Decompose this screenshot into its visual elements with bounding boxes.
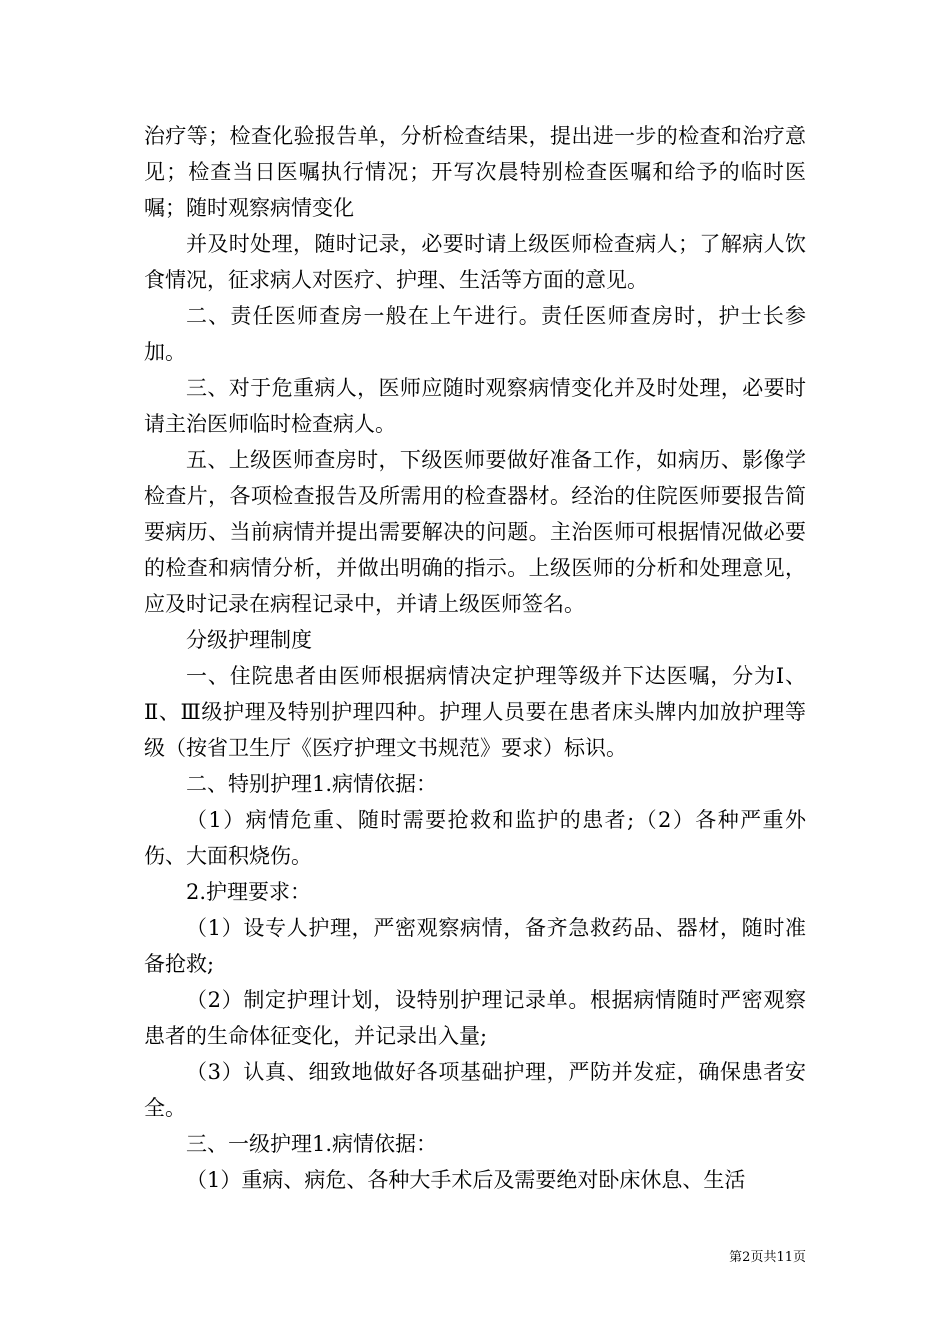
paragraph: 并及时处理，随时记录，必要时请上级医师检查病人；了解病人饮食情况，征求病人对医疗、护理、生活等方面的意见。 — [144, 232, 806, 292]
paragraph: （3）认真、细致地做好各项基础护理，严防并发症，确保患者安全。 — [144, 1060, 806, 1120]
paragraph: （1）重病、病危、各种大手术后及需要绝对卧床休息、生活 — [186, 1168, 746, 1192]
paragraph: 二、特别护理1.病情依据： — [186, 772, 438, 796]
paragraph: 一、住院患者由医师根据病情决定护理等级并下达医嘱，分为Ⅰ、Ⅱ、Ⅲ级护理及特别护理四种。护理人员要在患者床头牌内加放护理等级（按省卫生厅《医疗护理文书规范》要求）标识。 — [144, 664, 806, 760]
paragraph: 五、上级医师查房时，下级医师要做好准备工作，如病历、影像学检查片，各项检查报告及所需用的检查器材。经治的住院医师要报告简要病历、当前病情并提出需要解决的问题。主治医师可根据情况做必要的检查和病情分析，并做出明确的指示。上级医师的分析和处理意见，应及时记录在病程记录中，并请上级医师签名。 — [144, 448, 806, 616]
paragraph: （1）病情危重、随时需要抢救和监护的患者;（2）各种严重外伤、大面积烧伤。 — [144, 808, 806, 868]
document-body — [144, 118, 806, 1198]
page-number: 第2页共11页 — [729, 1250, 806, 1265]
paragraph: 2.护理要求： — [186, 880, 312, 904]
paragraph: 二、责任医师查房一般在上午进行。责任医师查房时，护士长参加。 — [144, 304, 806, 364]
paragraph: （2）制定护理计划，设特别护理记录单。根据病情随时严密观察患者的生命体征变化，并记录出入量; — [144, 988, 806, 1048]
paragraph: 三、一级护理1.病情依据： — [186, 1132, 438, 1156]
section-heading: 分级护理制度 — [186, 628, 312, 652]
paragraph: 三、对于危重病人，医师应随时观察病情变化并及时处理，必要时请主治医师临时检查病人。 — [144, 376, 806, 436]
paragraph: （1）设专人护理，严密观察病情，备齐急救药品、器材，随时准备抢救; — [144, 916, 806, 976]
paragraph: 治疗等；检查化验报告单，分析检查结果，提出进一步的检查和治疗意见；检查当日医嘱执行情况；开写次晨特别检查医嘱和给予的临时医嘱；随时观察病情变化 — [144, 124, 806, 220]
